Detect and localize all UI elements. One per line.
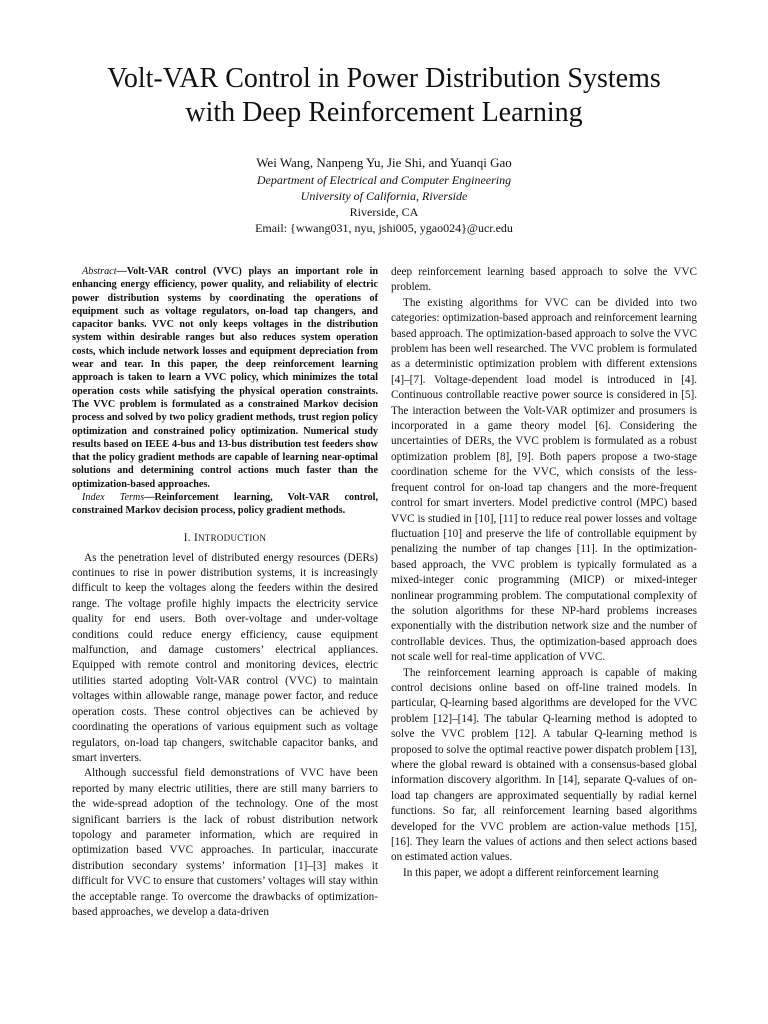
abstract-block	[72, 265, 378, 518]
section-first-letter: I	[193, 531, 198, 544]
intro-paragraph-3: The existing algorithms for VVC can be divided into two categories: optimization-based approach and reinforcement learning based approach. The optimization-based approach to solve the VVC problem has been well researched. The VVC problem is formulated as a deterministic optimization problem with different extensions [4]–[7]. Voltage-dependent load model is introduced in [4]. Continuous controllable reactive power source is considered in [5]. The interaction between the Volt-VAR optimizer and prosumers is incorporated in a game theory model [6]. Considering the uncertainties of DERs, the VVC problem is formulated as a robust optimization problem [8], [9]. Both papers propose a two-stage coordination scheme for the VVC, which consists of the less-frequent control for on-load tap changers and the more-frequent control for smart inverters. Model predictive control (MPC) based VVC is studied in [10], [11] to reduce real power losses and voltage fluctuation [10] and preserve the life of controllable equipment by penalizing the number of tap changes [11]. In the optimization-based approach, the VVC problem is typically formulated as a mixed-integer conic programming (MICP) or mixed-integer nonlinear programming problem. The computational complexity of the solution algorithms for these NP-hard problems increases exponentially with the distribution network size and the number of controllable devices. Thus, the optimization-based approach does not scale well for real-time application of VVC.	[391, 296, 697, 664]
title-line-2: with Deep Reinforcement Learning	[185, 97, 583, 128]
author-list: Wei Wang, Nanpeng Yu, Jie Shi, and Yuanqi Gao	[256, 155, 512, 170]
abstract-label: Abstract	[82, 266, 117, 277]
location: Riverside, CA	[349, 205, 419, 219]
affiliation-block	[40, 172, 728, 236]
abstract-paragraph	[72, 265, 378, 491]
paper-title	[40, 62, 728, 130]
left-column	[72, 265, 378, 920]
right-column	[391, 265, 697, 881]
section-title-rest: NTRODUCTION	[197, 532, 267, 543]
abstract-text: Volt-VAR control (VVC) plays an important role in enhancing energy efficiency, power quality, and reliability of electric power distribution systems by coordinating the operations of equipment such as voltage regulators, on-load tap changers, and capacitor banks. VVC not only keeps voltages in the distribution system within desirable ranges but also reduces system operation costs, which include network losses and equipment depreciation from wear and tear. In this paper, the deep reinforcement learning approach is taken to learn a VVC policy, which minimizes the total operation costs while satisfying the physical operation constraints. The VVC problem is formulated as a constrained Markov decision process and solved by two policy gradient methods, trust region policy optimization and constrained policy optimization. Numerical study results based on IEEE 4-bus and 13-bus distribution test feeders show that the policy gradient methods are capable of learning near-optimal solutions and determining control actions much faster than the optimization-based approaches.	[72, 266, 378, 490]
intro-paragraph-2: Although successful field demonstrations of VVC have been reported by many electric utilities, there are still many barriers to the wide-spread adoption of the technology. One of the most significant barriers is the lack of robust distribution network topology and parameter information, which are required in optimization based VVC approaches. In particular, inaccurate distribution secondary systems’ information [1]–[3] makes it difficult for VVC to ensure that customers’ voltages will stay within the acceptable range. To overcome the drawbacks of optimization-based approaches, we develop a data-driven	[72, 767, 378, 918]
section-numeral: I.	[183, 531, 194, 544]
index-terms-paragraph	[72, 491, 378, 518]
index-terms-text: Reinforcement learning, Volt-VAR control, constrained Markov decision process, policy gradient methods.	[72, 492, 378, 517]
intro-paragraph-1: As the penetration level of distributed energy resources (DERs) continues to rise in power distribution systems, it is increasingly difficult to keep the voltages along the feeders within the desired range. The voltage profile highly impacts the electricity service quality for end users. Both over-voltage and under-voltage conditions could reduce energy efficiency, cause equipment malfunction, and damage customers’ electrical appliances. Equipped with remote control and monitoring devices, electric utilities started adopting Volt-VAR control (VVC) to maintain voltages within allowable range, manage power factor, and reduce operation costs. These control objectives can be achieved by coordinating the operations of various equipment such as voltage regulators, on-load tap changers, switchable capacitor banks, and smart inverters.	[72, 551, 378, 764]
email: Email: {wwang031, nyu, jshi005, ygao024}@ucr.edu	[255, 221, 513, 235]
intro-paragraph-5: In this paper, we adopt a different reinforcement learning	[403, 866, 659, 879]
title-line-1: Volt-VAR Control in Power Distribution Systems	[107, 63, 661, 94]
section-heading-introduction	[72, 531, 378, 546]
index-terms-dash: —	[144, 492, 155, 504]
intro-paragraph-4: The reinforcement learning approach is capable of making control decisions online based on off-line trained models. In particular, Q-learning based algorithms are developed for the VVC problem [12]–[14]. The tabular Q-learning method is adopted to solve the VVC problem [12]. A tabular Q-learning method is proposed to solve the optimal reactive power dispatch problem [13], where the global reward is obtained with a consensus-based global information discovery algorithm. In [14], separate Q-values of on-load tap changers are approximated sequentially by radial kernel functions. So far, all reinforcement learning based algorithms developed for the VVC problem are action-value methods [15], [16]. They learn the values of actions and then select actions based on estimated action values.	[391, 666, 697, 864]
index-terms-label: Index Terms	[82, 492, 145, 504]
intro-paragraph-2-continued: deep reinforcement learning based approach to solve the VVC problem.	[391, 266, 697, 294]
department: Department of Electrical and Computer Engineering	[256, 173, 512, 187]
abstract-dash: —	[116, 266, 127, 277]
university: University of California, Riverside	[300, 189, 468, 203]
